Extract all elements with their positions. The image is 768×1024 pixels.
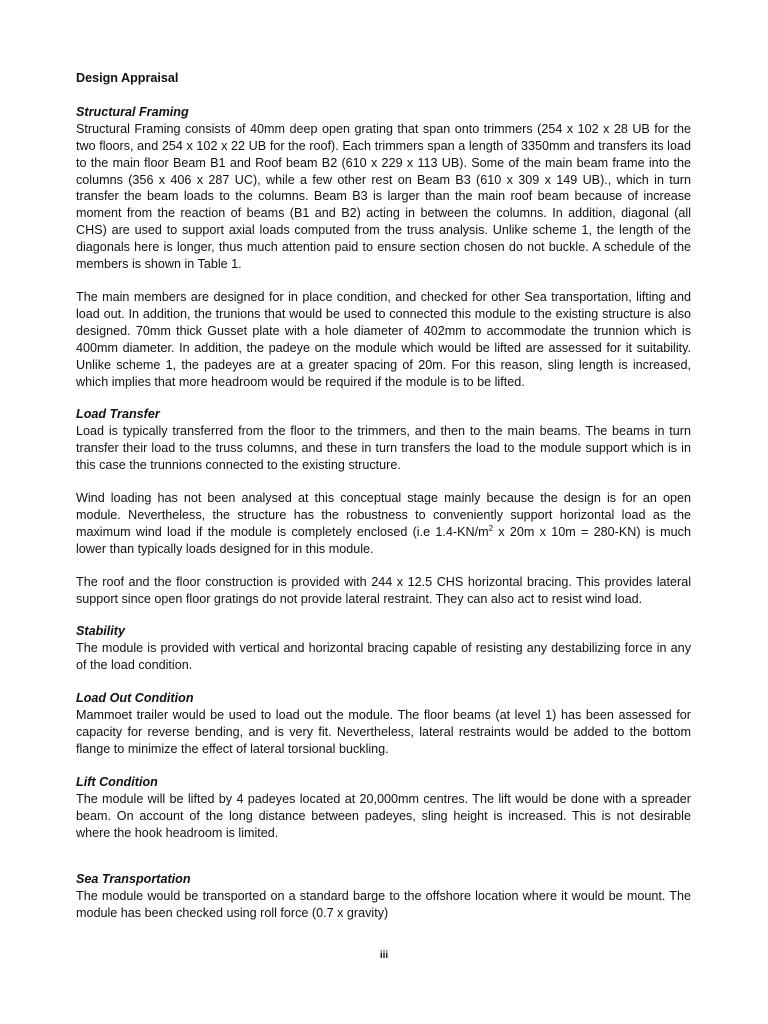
wind-load-text-end: x 20m x 10m = 280-KN) is much lower than typically loads designed for in this module.	[76, 524, 691, 556]
section-structural-framing	[76, 104, 691, 391]
section-lift-condition	[76, 774, 691, 842]
paragraph-lift-condition-1: The module will be lifted by 4 padeyes located at 20,000mm centres. The lift would be done with a spreader beam. On account of the long distance between padeyes, sling height is increased. This is not desirable where the hook headroom is limited.	[76, 791, 691, 840]
section-heading-load-transfer: Load Transfer	[76, 407, 160, 422]
document-page	[76, 70, 691, 938]
paragraph-stability-1: The module is provided with vertical and horizontal bracing capable of resisting any destabilizing force in any of the load condition.	[76, 641, 691, 673]
section-heading-structural-framing: Structural Framing	[76, 104, 189, 119]
page-number: iii	[379, 950, 389, 961]
document-title: Design Appraisal	[76, 71, 179, 85]
section-heading-load-out-condition: Load Out Condition	[76, 691, 194, 706]
section-load-transfer	[76, 406, 691, 607]
wind-load-text-start: Wind loading has not been analysed at this conceptual stage mainly because the design is for an open module. Nevertheless, the structure has the robustness to conveniently support horizontal load as the maximum wind load if the module is completely enclosed (i.e 1.4-KN/m	[76, 491, 691, 539]
section-heading-sea-transportation: Sea Transportation	[76, 872, 191, 887]
section-load-out-condition	[76, 690, 691, 758]
section-heading-lift-condition: Lift Condition	[76, 774, 158, 789]
section-spacer	[76, 857, 691, 871]
paragraph-structural-framing-2: The main members are designed for in place condition, and checked for other Sea transportation, lifting and load out. In addition, the trunions that would be used to connected this module to the existing structure is also designed. 70mm thick Gusset plate with a hole diameter of 402mm to accommodate the trunnion which is 400mm diameter. In addition, the padeye on the module which would be lifted are assessed for it suitability. Unlike scheme 1, the padeyes are at a greater spacing of 20m. For this reason, sling length is increased, which implies that more headroom would be required if the module is to be lifted.	[76, 289, 691, 389]
paragraph-sea-transportation-1: The module would be transported on a standard barge to the offshore location where it would be mount. The module has been checked using roll force (0.7 x gravity)	[76, 889, 691, 921]
paragraph-load-transfer-2	[76, 490, 691, 558]
section-sea-transportation	[76, 871, 691, 922]
paragraph-load-out-condition-1: Mammoet trailer would be used to load out the module. The floor beams (at level 1) has been assessed for capacity for reverse bending, and is very fit. Nevertheless, lateral restraints would be added to the bottom flange to minimize the effect of lateral torsional buckling.	[76, 708, 691, 756]
paragraph-structural-framing-1: Structural Framing consists of 40mm deep open grating that span onto trimmers (254 x 102 x 28 UB for the two floors, and 254 x 102 x 22 UB for the roof). Each trimmers span a length of 3350mm and transfers its load to the main floor Beam B1 and Roof beam B2 (610 x 229 x 113 UB). Some of the main beam frame into the columns (356 x 406 x 287 UC), while a few other rest on Beam B3 (610 x 309 x 149 UB)., which in turn transfer the beam loads to the columns. Beam B3 is larger than the main roof beam because of increase moment from the reaction of beams (B1 and B2) acting in between the columns. In addition, diagonal (all CHS) are used to support axial loads computed from the truss analysis. Unlike scheme 1, the length of the diagonals here is longer, thus much attention paid to ensure section chosen do not buckle. A schedule of the members is shown in Table 1.	[76, 121, 691, 272]
section-stability	[76, 623, 691, 674]
paragraph-load-transfer-1: Load is typically transferred from the floor to the trimmers, and then to the main beams. The beams in turn transfer their load to the truss columns, and these in turn transfers the load to the module support which is in this case the trunnions connected to the existing structure.	[76, 424, 691, 473]
section-heading-stability: Stability	[76, 624, 125, 639]
superscript-squared: 2	[488, 523, 494, 533]
paragraph-load-transfer-3: The roof and the floor construction is provided with 244 x 12.5 CHS horizontal bracing. This provides lateral support since open floor gratings do not provide lateral restraint. They can also act to resist wind load.	[76, 574, 691, 606]
